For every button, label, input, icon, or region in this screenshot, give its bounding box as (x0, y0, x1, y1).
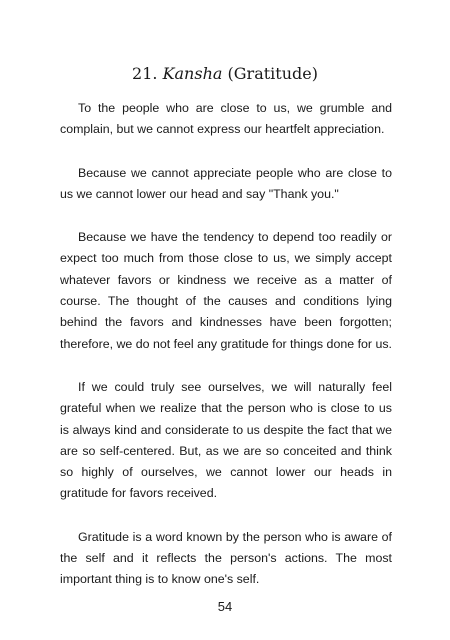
paragraph: Because we have the tendency to depend too readily or expect too much from those close to us, we simply accept whatever favors or kindness we receive as a matter of course. The thought of the causes and conditions lying behind the favors and kindnesses have been forgotten; therefore, we do not feel any gratitude for things done for us. (60, 230, 393, 351)
body-text (60, 98, 392, 613)
chapter-title (0, 62, 450, 86)
paragraph: Gratitude is a word known by the person who is aware of the self and it reflects the person's actions. The most important thing is to know one's self. (60, 529, 392, 587)
chapter-number: 21. (132, 64, 158, 83)
paragraph: Because we cannot appreciate people who are close to us we cannot lower our head and say "Thank you." (60, 165, 392, 201)
chapter-subtitle: (Gratitude) (227, 64, 318, 83)
paragraph: To the people who are close to us, we grumble and complain, but we cannot express our heartfelt appreciation. (60, 101, 392, 137)
page-number: 54 (217, 599, 233, 614)
chapter-name: Kansha (162, 64, 223, 83)
paragraph: If we could truly see ourselves, we will naturally feel grateful when we realize that the person who is close to us is always kind and considerate to us despite the fact that we are so self-centered. But, as we are so conceited and think so highly of ourselves, we cannot lower our heads in gratitude for favors received. (60, 379, 392, 501)
